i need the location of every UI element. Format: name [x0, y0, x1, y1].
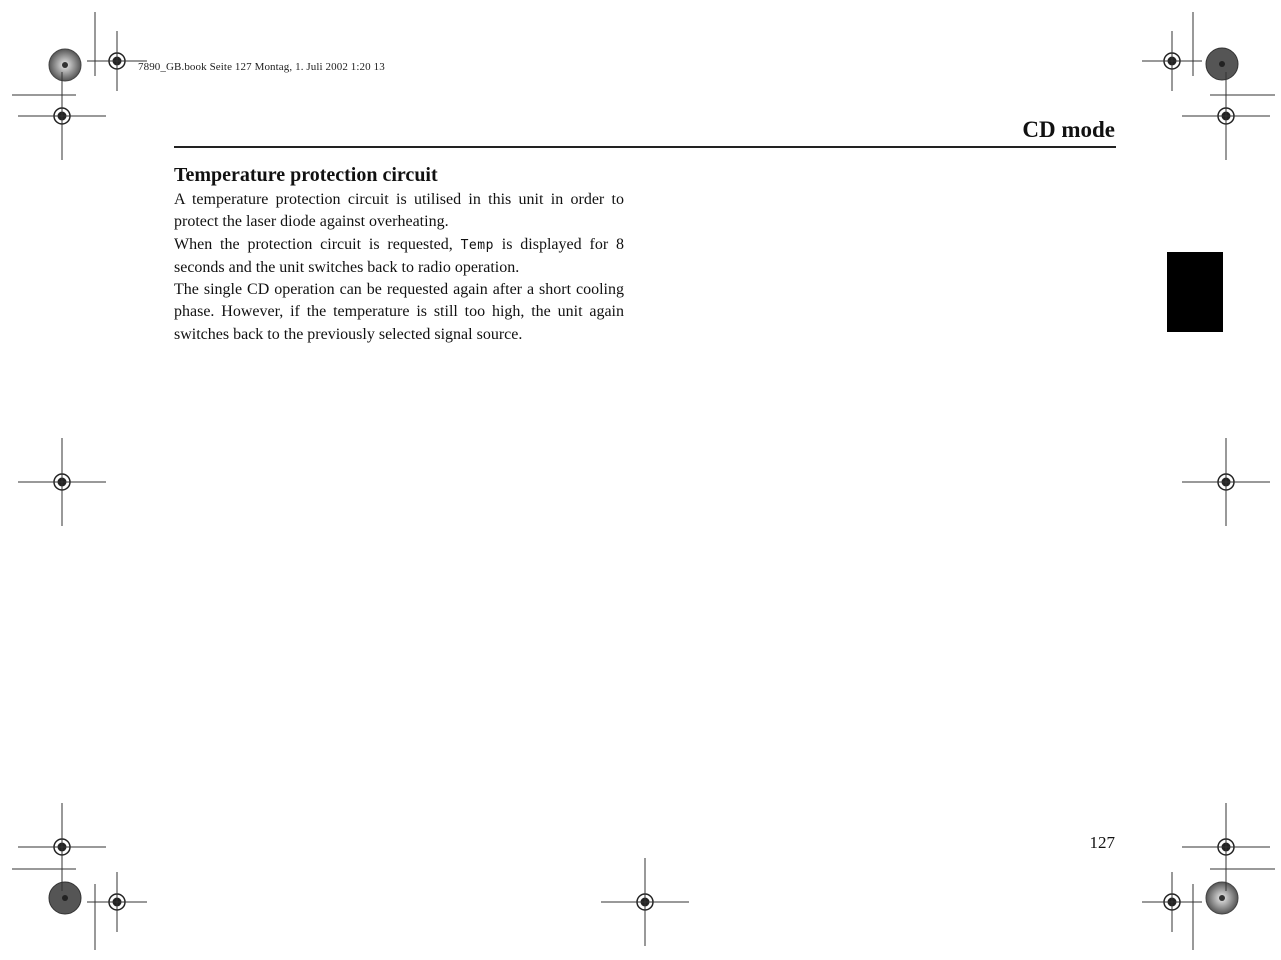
paragraph-2-before: When the protection circuit is requested, — [174, 235, 453, 253]
color-wheel-top-left — [49, 49, 81, 81]
registration-mark-top-right-b — [1182, 72, 1270, 160]
color-wheel-bottom-left — [49, 882, 81, 914]
registration-mark-bottom-right-a — [1182, 803, 1270, 891]
page-number: 127 — [1089, 833, 1115, 852]
display-word: Temp — [460, 237, 494, 253]
registration-mark-middle-right — [1182, 438, 1270, 526]
color-wheel-top-right — [1206, 48, 1238, 80]
paragraph-3: The single CD operation can be requested again after a short cooling phase. However, if the temperature is still too high, the unit again switches back to the previously selected signal source. — [174, 281, 624, 343]
slug-line: 7890_GB.book Seite 127 Montag, 1. Juli 2002 1:20 13 — [138, 61, 385, 73]
header-rule — [174, 146, 1116, 148]
registration-mark-bottom-left-a — [18, 803, 106, 891]
running-head: CD mode — [1022, 117, 1115, 142]
color-wheel-bottom-right — [1206, 882, 1238, 914]
paragraph-2 — [174, 234, 624, 280]
registration-mark-bottom-center — [601, 858, 689, 946]
body-text — [174, 189, 624, 346]
paragraph-2-after: is displayed for 8 seconds and the unit switches back to radio operation. — [174, 235, 624, 276]
paragraph-1: A temperature protection circuit is utilised in this unit in order to protect the laser diode against overheating. — [174, 191, 624, 231]
crop-mark-bottom-right — [1193, 869, 1275, 950]
section-title: Temperature protection circuit — [174, 164, 438, 186]
registration-mark-bottom-left-b — [87, 872, 147, 932]
thumb-index-tab — [1167, 252, 1223, 332]
registration-mark-top-left-b — [18, 72, 106, 160]
registration-mark-middle-left — [18, 438, 106, 526]
